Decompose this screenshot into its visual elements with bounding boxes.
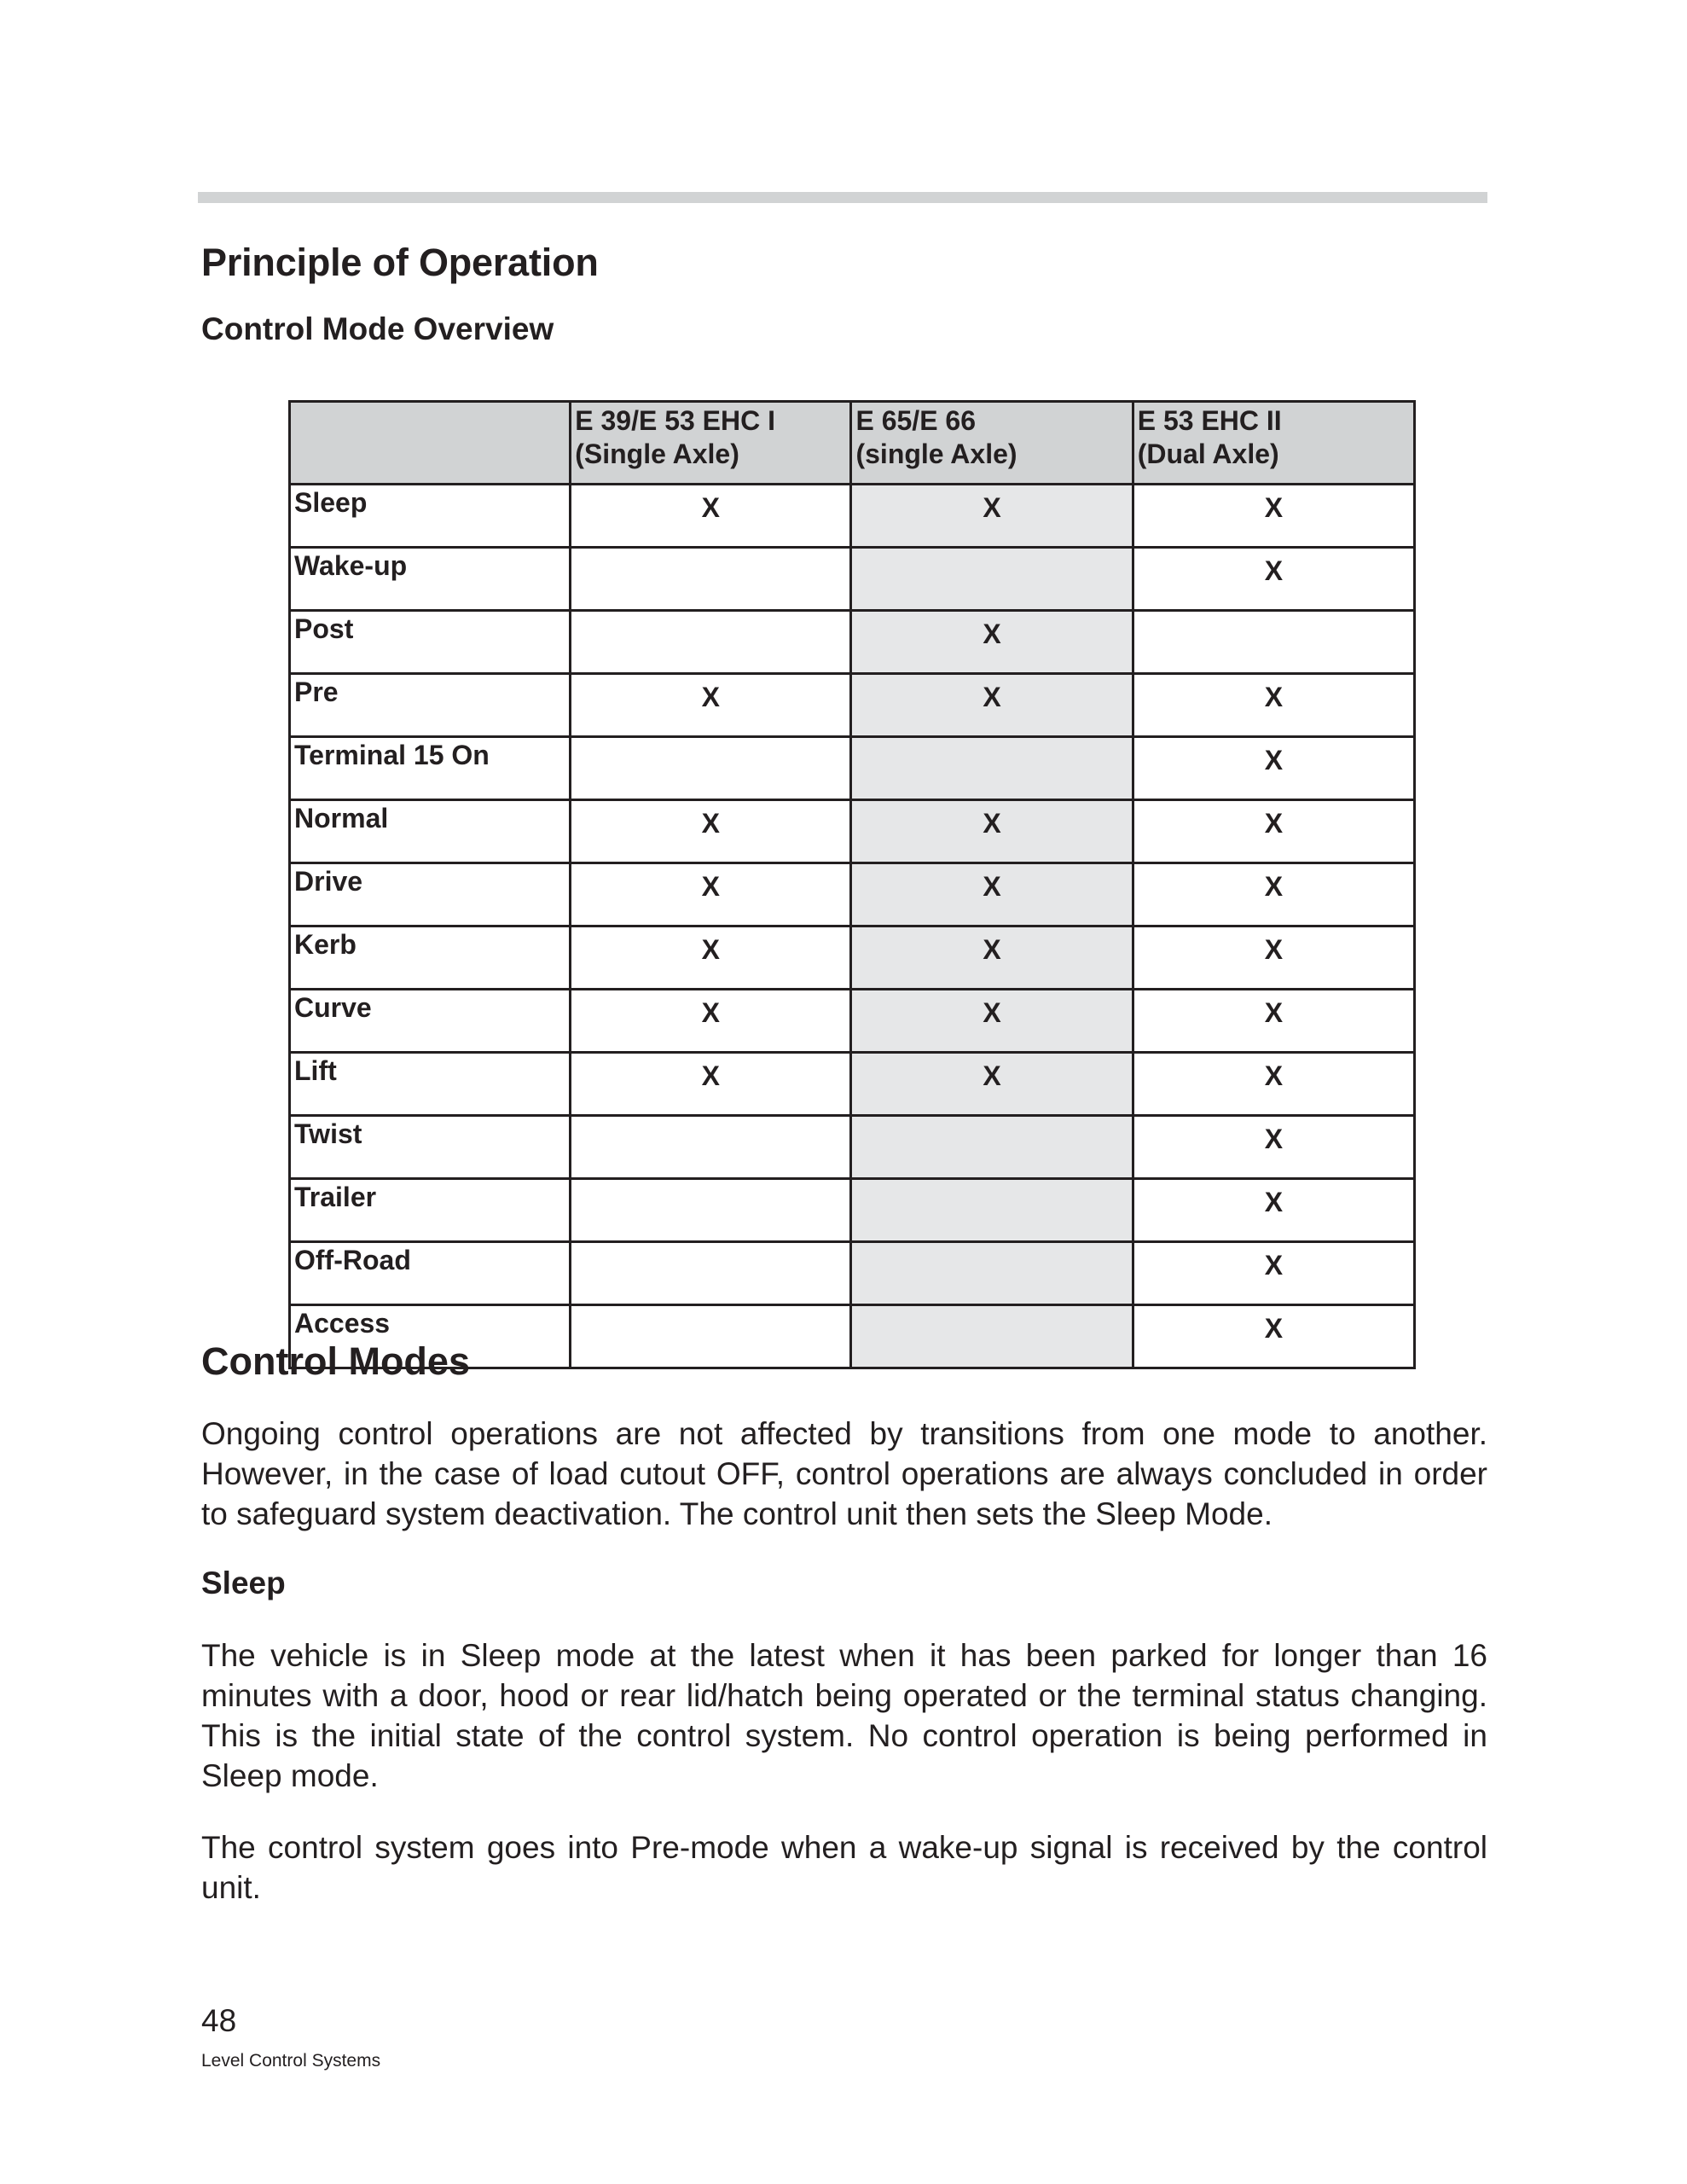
- mode-mark-col-3: X: [1133, 1242, 1414, 1305]
- table-row: [290, 737, 1415, 800]
- mode-mark-col-3: X: [1133, 1116, 1414, 1179]
- mode-label: Lift: [290, 1053, 571, 1116]
- mode-label: Access: [290, 1305, 571, 1368]
- mode-mark-col-1: X: [571, 863, 851, 926]
- top-rule: [198, 192, 1487, 203]
- mode-mark-col-3: X: [1133, 1305, 1414, 1368]
- mode-mark-col-3: X: [1133, 1053, 1414, 1116]
- table-header-blank: [290, 402, 571, 485]
- mode-mark-col-1: [571, 1179, 851, 1242]
- mode-mark-col-1: [571, 737, 851, 800]
- footer-text: Level Control Systems: [201, 2051, 381, 2071]
- mode-label: Curve: [290, 990, 571, 1053]
- mode-mark-col-1: [571, 1242, 851, 1305]
- mode-mark-col-2: X: [851, 674, 1133, 737]
- mode-label: Kerb: [290, 926, 571, 990]
- mode-mark-col-2: [851, 1116, 1133, 1179]
- control-mode-table: [288, 400, 1416, 1369]
- page-subtitle: Control Mode Overview: [201, 311, 554, 346]
- mode-mark-col-1: X: [571, 990, 851, 1053]
- mode-mark-col-2: X: [851, 926, 1133, 990]
- table-row: [290, 863, 1415, 926]
- mode-mark-col-1: [571, 1116, 851, 1179]
- table-header-col-2: E 65/E 66 (single Axle): [851, 402, 1133, 485]
- mode-mark-col-3: X: [1133, 485, 1414, 548]
- mode-label: Off-Road: [290, 1242, 571, 1305]
- sleep-title: Sleep: [201, 1565, 286, 1600]
- mode-mark-col-2: [851, 1305, 1133, 1368]
- mode-label: Drive: [290, 863, 571, 926]
- table-row: [290, 1242, 1415, 1305]
- mode-label: Wake-up: [290, 548, 571, 611]
- mode-mark-col-2: X: [851, 611, 1133, 674]
- page-number: 48: [201, 2003, 237, 2038]
- mode-mark-col-1: [571, 548, 851, 611]
- mode-label: Post: [290, 611, 571, 674]
- mode-mark-col-2: [851, 548, 1133, 611]
- mode-mark-col-2: X: [851, 1053, 1133, 1116]
- mode-label: Normal: [290, 800, 571, 863]
- control-modes-paragraph: Ongoing control operations are not affected by transitions from one mode to another. However, in the case of load cutout OFF, control operations are always concluded in order to safeguard system deactivation. The control unit then sets the Sleep Mode.: [201, 1416, 1487, 1531]
- mode-mark-col-3: X: [1133, 737, 1414, 800]
- table-body: [290, 485, 1415, 1368]
- table-row: [290, 1116, 1415, 1179]
- mode-mark-col-3: X: [1133, 863, 1414, 926]
- mode-mark-col-3: X: [1133, 800, 1414, 863]
- mode-mark-col-1: X: [571, 1053, 851, 1116]
- page-title: Principle of Operation: [201, 241, 599, 284]
- table-row: [290, 611, 1415, 674]
- mode-label: Terminal 15 On: [290, 737, 571, 800]
- mode-mark-col-2: X: [851, 800, 1133, 863]
- control-modes-title: Control Modes: [201, 1339, 470, 1383]
- mode-mark-col-3: X: [1133, 926, 1414, 990]
- table-row: [290, 1179, 1415, 1242]
- table-row: [290, 485, 1415, 548]
- mode-mark-col-2: [851, 1242, 1133, 1305]
- table-row: [290, 548, 1415, 611]
- mode-mark-col-3: [1133, 611, 1414, 674]
- mode-mark-col-1: X: [571, 674, 851, 737]
- table-row: [290, 800, 1415, 863]
- table-row: [290, 990, 1415, 1053]
- mode-mark-col-2: X: [851, 863, 1133, 926]
- mode-mark-col-1: X: [571, 926, 851, 990]
- table-row: [290, 674, 1415, 737]
- sleep-paragraph-2: The control system goes into Pre-mode when a wake-up signal is received by the control unit.: [201, 1830, 1487, 1905]
- table-header-col-1: E 39/E 53 EHC I (Single Axle): [571, 402, 851, 485]
- mode-mark-col-2: [851, 737, 1133, 800]
- table-row: [290, 1053, 1415, 1116]
- sleep-paragraph-1: The vehicle is in Sleep mode at the latest when it has been parked for longer than 16 minutes with a door, hood or rear lid/hatch being operated or the terminal status changing. This is the initial state of the control system. No control operation is being performed in Sleep mode.: [201, 1638, 1487, 1793]
- mode-mark-col-2: X: [851, 990, 1133, 1053]
- table-header-col-3: E 53 EHC II (Dual Axle): [1133, 402, 1414, 485]
- mode-mark-col-3: X: [1133, 990, 1414, 1053]
- mode-label: Trailer: [290, 1179, 571, 1242]
- mode-label: Sleep: [290, 485, 571, 548]
- mode-mark-col-1: [571, 611, 851, 674]
- mode-mark-col-1: X: [571, 485, 851, 548]
- table-row: [290, 926, 1415, 990]
- mode-mark-col-1: [571, 1305, 851, 1368]
- mode-mark-col-2: [851, 1179, 1133, 1242]
- mode-label: Twist: [290, 1116, 571, 1179]
- mode-mark-col-3: X: [1133, 1179, 1414, 1242]
- mode-mark-col-1: X: [571, 800, 851, 863]
- mode-label: Pre: [290, 674, 571, 737]
- mode-mark-col-3: X: [1133, 674, 1414, 737]
- mode-mark-col-2: X: [851, 485, 1133, 548]
- mode-mark-col-3: X: [1133, 548, 1414, 611]
- table-header-row: [290, 402, 1415, 485]
